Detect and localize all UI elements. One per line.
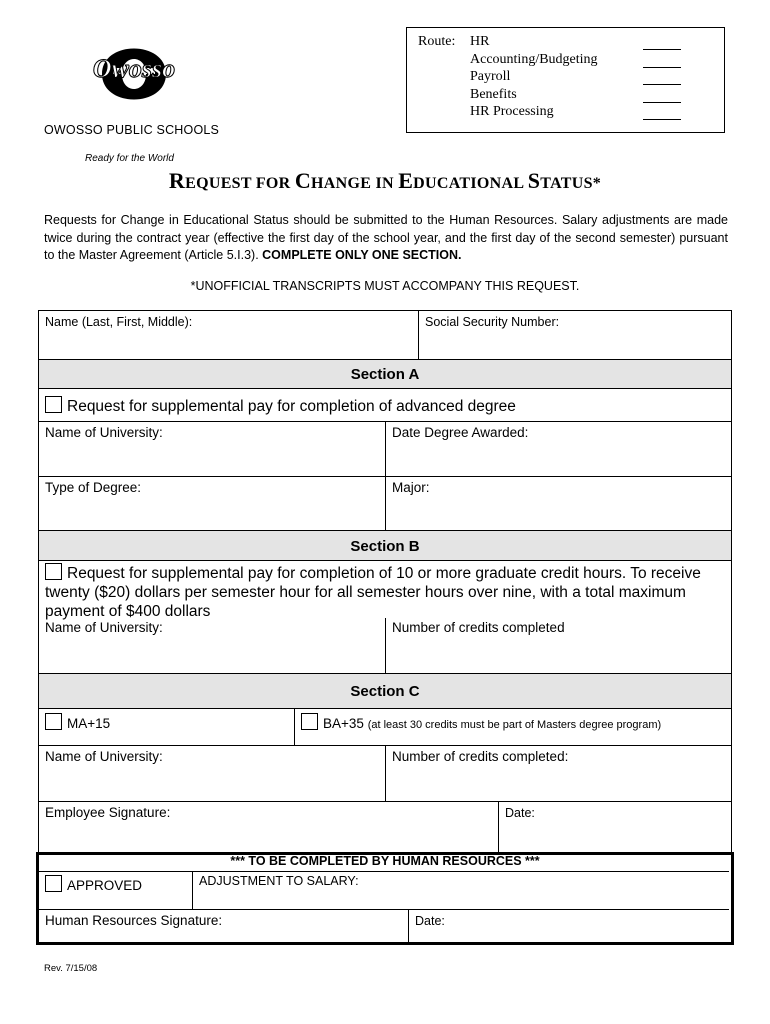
logo-wordmark: Owosso <box>92 54 176 83</box>
route-initial-line-hr-processing[interactable] <box>643 105 681 120</box>
section-b-request-row <box>38 560 732 618</box>
ba35-note: (at least 30 credits must be part of Masters degree program) <box>367 719 662 731</box>
section-b-university-field[interactable] <box>38 618 386 674</box>
salary-adjustment-label: ADJUSTMENT TO SALARY: <box>199 874 359 888</box>
route-initial-line-benefits[interactable] <box>643 88 681 103</box>
section-c-ma15-option[interactable] <box>38 708 295 746</box>
hr-date-label: Date: <box>415 914 445 928</box>
section-b-checkbox[interactable] <box>45 563 62 580</box>
section-a-university-field[interactable] <box>38 421 386 477</box>
school-name: OWOSSO PUBLIC SCHOOLS <box>44 123 220 137</box>
section-a-major-field[interactable] <box>385 476 732 531</box>
section-a-university-label: Name of University: <box>45 425 163 440</box>
section-b-header: Section B <box>38 530 732 561</box>
hr-block-title: *** TO BE COMPLETED BY HUMAN RESOURCES *** <box>230 854 540 868</box>
ssn-field-label: Social Security Number: <box>425 315 560 329</box>
route-initial-line-accounting[interactable] <box>643 53 681 68</box>
section-b-university-label: Name of University: <box>45 620 163 635</box>
section-a-major-label: Major: <box>392 480 430 495</box>
section-a-request-text: Request for supplemental pay for completion of advanced degree <box>67 398 516 415</box>
section-b-credits-label: Number of credits completed <box>392 620 565 635</box>
section-a-degree-type-field[interactable] <box>38 476 386 531</box>
section-a-date-awarded-label: Date Degree Awarded: <box>392 425 529 440</box>
approved-checkbox[interactable] <box>45 875 62 892</box>
ssn-field[interactable] <box>418 310 732 360</box>
section-b-request-text: Request for supplemental pay for completion of 10 or more graduate credit hours. To receive twenty ($20) dollars per semester hour for all semester hours over nine, with a total maximum payment of $400 dollars <box>45 565 701 620</box>
tagline: Ready for the World <box>85 153 174 164</box>
page-title: REQUEST FOR CHANGE IN EDUCATIONAL STATUS* <box>168 168 602 193</box>
section-a-checkbox[interactable] <box>45 396 62 413</box>
route-initial-line-hr[interactable] <box>643 35 681 50</box>
name-field[interactable] <box>38 310 419 360</box>
employee-signature-label: Employee Signature: <box>45 805 171 820</box>
route-item-hr: HR <box>470 34 490 49</box>
hr-date-field[interactable] <box>408 909 729 942</box>
route-label: Route: <box>418 34 456 49</box>
name-field-label: Name (Last, First, Middle): <box>45 315 193 329</box>
transcripts-note: *UNOFFICIAL TRANSCRIPTS MUST ACCOMPANY THIS REQUEST. <box>190 279 580 293</box>
route-box <box>406 27 725 133</box>
section-c-credits-label: Number of credits completed: <box>392 749 569 764</box>
section-c-header: Section C <box>38 673 732 709</box>
route-item-benefits: Benefits <box>470 87 517 102</box>
approved-label: APPROVED <box>67 878 143 893</box>
route-item-payroll: Payroll <box>470 69 511 84</box>
section-a-degree-type-label: Type of Degree: <box>45 480 142 495</box>
section-c-ba35-option[interactable] <box>294 708 732 746</box>
hr-signature-field[interactable] <box>39 909 409 942</box>
section-a-request-row <box>38 388 732 422</box>
revision-note: Rev. 7/15/08 <box>44 963 98 974</box>
district-logo <box>78 32 190 116</box>
section-c-credits-field[interactable] <box>385 745 732 802</box>
section-c-university-field[interactable] <box>38 745 386 802</box>
employee-signature-field[interactable] <box>38 801 499 853</box>
ma15-checkbox[interactable] <box>45 713 62 730</box>
ba35-label: BA+35 <box>323 716 364 731</box>
ma15-label: MA+15 <box>67 716 111 731</box>
section-b-credits-field[interactable] <box>385 618 732 674</box>
employee-date-field[interactable] <box>498 801 732 853</box>
route-item-accounting: Accounting/Budgeting <box>470 52 598 67</box>
route-item-hr-processing: HR Processing <box>470 104 554 119</box>
salary-adjustment-field[interactable] <box>192 871 729 910</box>
ba35-checkbox[interactable] <box>301 713 318 730</box>
intro-paragraph: Requests for Change in Educational Status should be submitted to the Human Resources. Salary adjustments are made twice during the contract year (effective the first day of the school year, and the first day of the second semester) pursuant to the Master Agreement (Article 5.I.3). COMPLETE ONLY ONE SECTION. <box>44 213 728 262</box>
employee-date-label: Date: <box>505 806 535 820</box>
hr-approved-option[interactable] <box>39 871 193 910</box>
section-a-date-awarded-field[interactable] <box>385 421 732 477</box>
hr-signature-label: Human Resources Signature: <box>45 913 223 928</box>
section-c-university-label: Name of University: <box>45 749 163 764</box>
section-a-header: Section A <box>38 359 732 389</box>
route-initial-line-payroll[interactable] <box>643 70 681 85</box>
